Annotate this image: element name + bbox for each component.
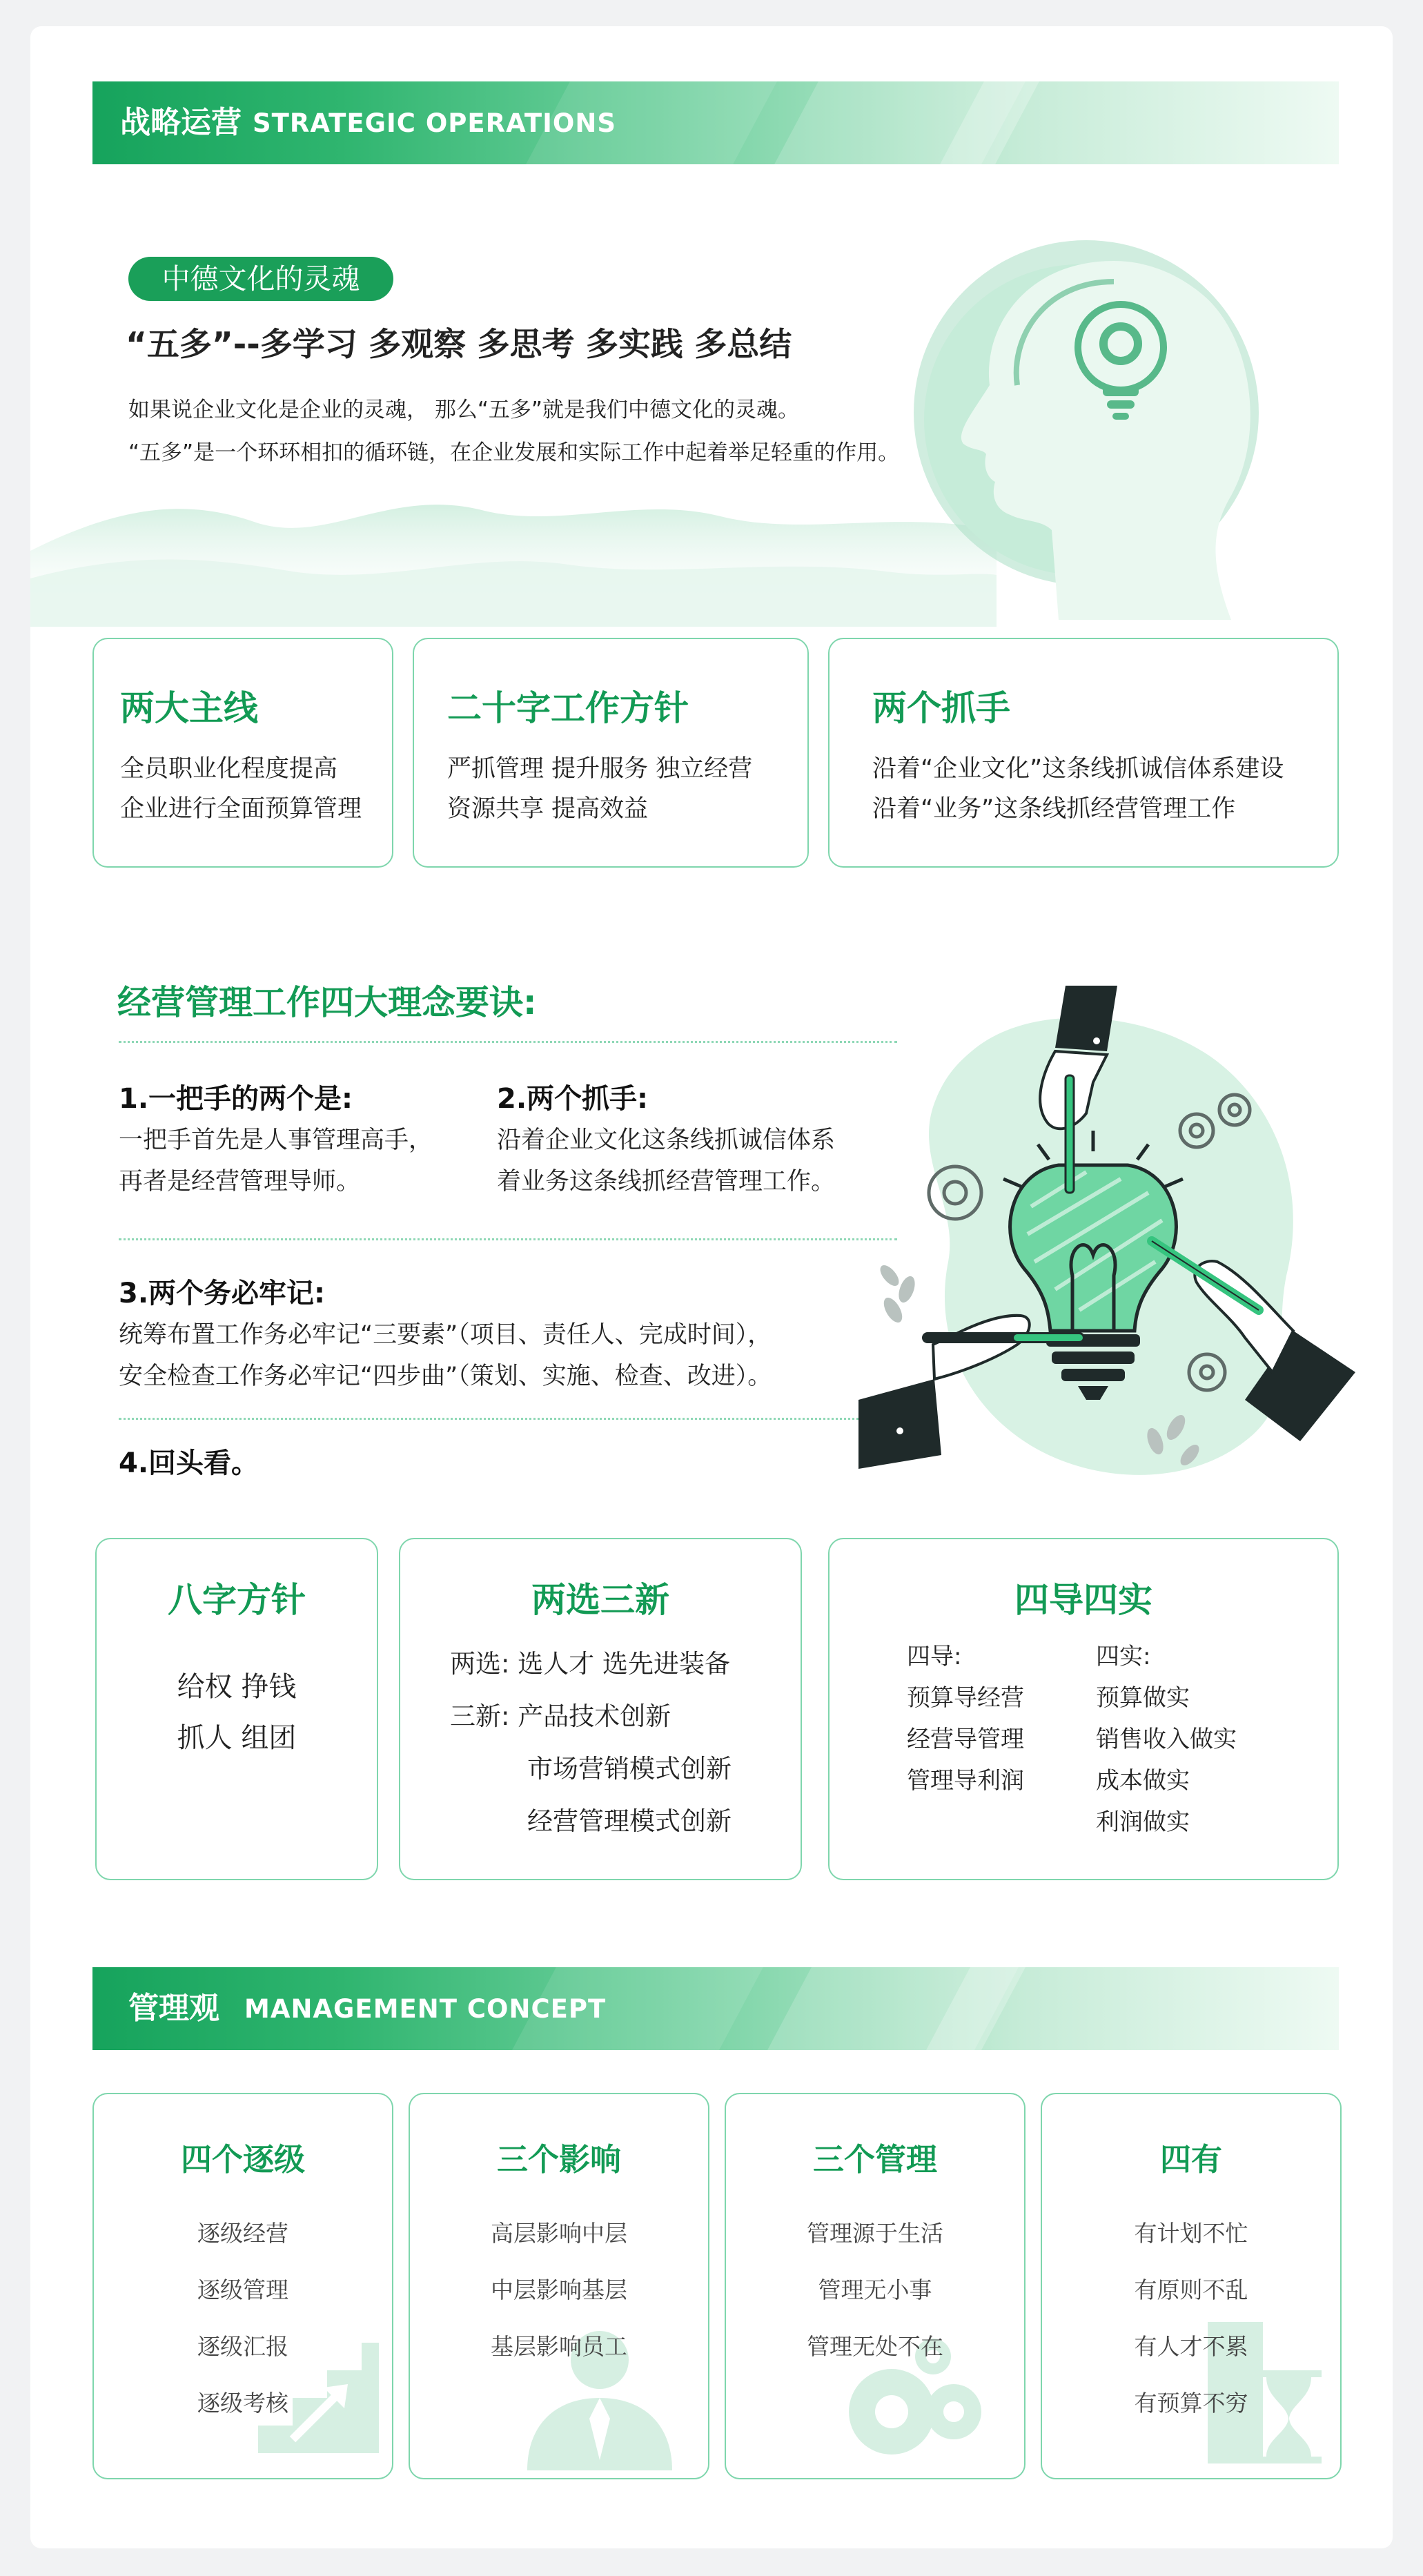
dotted-divider [119, 1418, 897, 1420]
card-title: 三个影响 [496, 2141, 621, 2178]
card-line: 经营管理模式创新 [527, 1806, 732, 1836]
card-line: 市场营销模式创新 [527, 1754, 732, 1784]
concepts-title: 经营管理工作四大理念要诀: [117, 983, 537, 1022]
card-line: 全员职业化程度提高 [120, 755, 338, 783]
card-title: 八字方针 [168, 1580, 306, 1620]
card-line: 预算做实 [1096, 1684, 1190, 1712]
concept-2-line: 着业务这条线抓经营管理工作。 [497, 1168, 836, 1196]
card-line: 沿着“企业文化”这条线抓诚信体系建设 [872, 755, 1284, 783]
card-line: 严抓管理 提升服务 独立经营 [447, 755, 753, 783]
list-item: 有预算不穷 [1134, 2390, 1248, 2417]
card-line: 抓人 组团 [177, 1722, 297, 1754]
concept-2-line: 沿着企业文化这条线抓诚信体系 [497, 1126, 836, 1154]
list-item: 逐级经营 [197, 2220, 288, 2247]
section-banner-strategic [92, 81, 1339, 164]
mgmt-card-three-managements [725, 2093, 1025, 2479]
culture-intro-line: “五多”是一个环环相扣的循环链，在企业发展和实际工作中起着举足轻重的作用。 [128, 440, 900, 465]
concept-3-line: 统筹布置工作务必牢记“三要素”（项目、责任人、完成时间）， [119, 1321, 772, 1349]
hands-drawing-lightbulb-illustration [858, 986, 1355, 1496]
card-line: 成本做实 [1096, 1767, 1190, 1795]
list-item: 管理源于生活 [807, 2220, 943, 2247]
culture-intro-line: 如果说企业文化是企业的灵魂， 那么“五多”就是我们中德文化的灵魂。 [128, 398, 799, 422]
concept-3-title: 3.两个务必牢记: [119, 1278, 326, 1309]
banner-title-en: MANAGEMENT CONCEPT [244, 1994, 607, 2024]
mountain-mist-decoration [30, 468, 997, 627]
concept-1-line: 一把手首先是人事管理高手， [119, 1126, 433, 1154]
culture-headline: “五多”--多学习 多观察 多思考 多实践 多总结 [126, 326, 792, 364]
card-line: 经营导管理 [907, 1726, 1024, 1753]
list-item: 逐级管理 [197, 2276, 288, 2303]
banner-title-en: STRATEGIC OPERATIONS [253, 108, 616, 138]
card-line: 预算导经营 [907, 1684, 1024, 1712]
banner-title-cn: 管理观 [128, 1991, 219, 2026]
banner-title-cn: 战略运营 [120, 105, 242, 140]
list-item: 中层影响基层 [491, 2276, 627, 2303]
concept-1-title: 1.一把手的两个是: [119, 1083, 353, 1115]
card-line: 管理导利润 [907, 1767, 1024, 1795]
list-item: 逐级考核 [197, 2390, 288, 2417]
card-two-mainlines [92, 638, 393, 868]
list-item: 有人才不累 [1134, 2333, 1248, 2360]
card-title: 两选三新 [531, 1580, 669, 1620]
card-line: 四导: [907, 1643, 962, 1670]
card-line: 沿着“业务”这条线抓经营管理工作 [872, 795, 1236, 823]
concept-3-line: 安全检查工作务必牢记“四步曲”（策划、实施、检查、改进）。 [119, 1363, 772, 1390]
list-item: 基层影响员工 [491, 2333, 627, 2360]
card-title: 两个抓手 [872, 688, 1010, 728]
list-item: 有原则不乱 [1134, 2276, 1248, 2303]
card-line: 给权 挣钱 [177, 1671, 297, 1703]
list-item: 有计划不忙 [1134, 2220, 1248, 2247]
list-item: 管理无处不在 [807, 2333, 943, 2360]
card-title: 四导四实 [1014, 1580, 1152, 1620]
list-item: 管理无小事 [818, 2276, 932, 2303]
card-line: 四实: [1096, 1643, 1151, 1670]
list-item: 逐级汇报 [197, 2333, 288, 2360]
card-two-levers [828, 638, 1339, 868]
card-title: 四有 [1159, 2141, 1222, 2178]
card-line: 企业进行全面预算管理 [120, 795, 362, 823]
card-title: 两大主线 [120, 688, 258, 728]
card-line: 三新: 产品技术创新 [450, 1701, 671, 1731]
page [30, 26, 1393, 2548]
card-title: 四个逐级 [180, 2141, 305, 2178]
culture-pill-label: 中德文化的灵魂 [128, 257, 393, 301]
section-banner-management [92, 1967, 1339, 2050]
card-title: 三个管理 [812, 2141, 937, 2178]
mgmt-card-three-influences [409, 2093, 709, 2479]
card-eight-char-policy [95, 1538, 378, 1880]
head-lightbulb-illustration [907, 206, 1266, 634]
card-title: 二十字工作方针 [447, 688, 689, 728]
dotted-divider [119, 1238, 897, 1240]
dotted-divider [119, 1041, 897, 1043]
card-twenty-char-policy [413, 638, 809, 868]
card-line: 资源共享 提高效益 [447, 795, 649, 823]
card-line: 两选: 选人才 选先进装备 [450, 1649, 730, 1679]
card-line: 利润做实 [1096, 1808, 1190, 1836]
card-four-guides-four-realities [828, 1538, 1339, 1880]
mgmt-card-four-haves [1041, 2093, 1342, 2479]
concept-4-title: 4.回头看。 [119, 1447, 259, 1479]
mgmt-card-four-levels [92, 2093, 393, 2479]
concept-2-title: 2.两个抓手: [497, 1083, 649, 1115]
card-two-selections-three-new [399, 1538, 802, 1880]
card-line: 销售收入做实 [1096, 1726, 1237, 1753]
list-item: 高层影响中层 [491, 2220, 627, 2247]
concept-1-line: 再者是经营管理导师。 [119, 1168, 361, 1196]
